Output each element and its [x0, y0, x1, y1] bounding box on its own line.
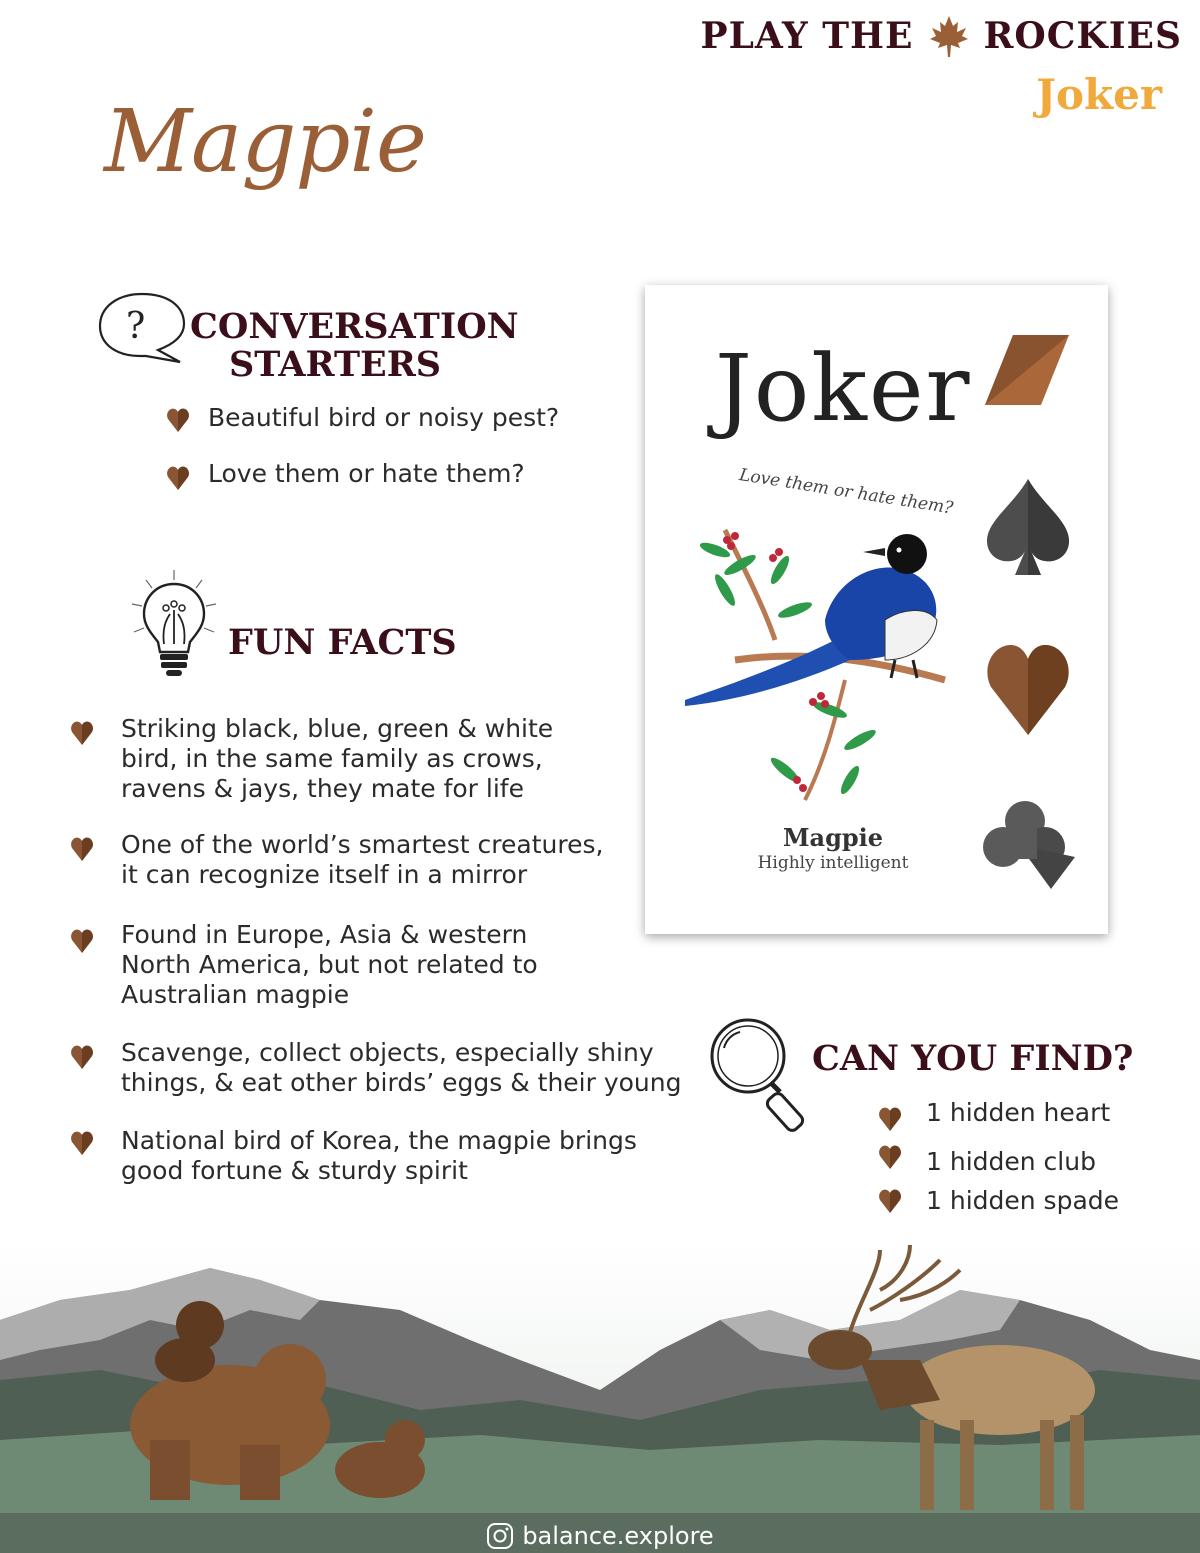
brand-title-left: PLAY THE — [700, 15, 914, 57]
heart-bullet-icon — [878, 1106, 902, 1132]
card-tagline: Love them or hate them? — [737, 465, 955, 519]
conversation-item: Love them or hate them? — [208, 459, 525, 488]
page-title: Magpie — [104, 92, 426, 192]
card-description: Highly intelligent — [757, 853, 909, 873]
magpie-illustration — [685, 510, 955, 810]
text-line: North America, but not related to — [121, 950, 538, 979]
list-item — [878, 1146, 1178, 1186]
fun-fact-text — [121, 830, 603, 890]
heart-bullet-icon — [878, 1188, 902, 1214]
heart-icon — [985, 641, 1071, 737]
list-item — [166, 403, 586, 459]
find-item: 1 hidden club — [926, 1147, 1096, 1176]
text-line: One of the world’s smartest creatures, — [121, 830, 604, 859]
text-line: Scavenge, collect objects, especially shiny — [121, 1038, 654, 1067]
heart-bullet-icon — [70, 928, 94, 954]
heart-bullet-icon — [70, 720, 94, 746]
list-item — [878, 1098, 1178, 1146]
text-line: ravens & jays, they mate for life — [121, 774, 524, 803]
diamond-icon — [983, 331, 1073, 409]
fun-fact-text — [121, 920, 538, 1010]
instagram-icon — [486, 1522, 514, 1550]
svg-text:?: ? — [126, 306, 146, 347]
text-line: Australian magpie — [121, 980, 350, 1009]
list-item — [166, 459, 586, 515]
heart-bullet-icon — [70, 1130, 94, 1156]
text-line: bird, in the same family as crows, — [121, 744, 543, 773]
fun-facts-title: FUN FACTS — [228, 622, 457, 663]
joker-card — [645, 285, 1108, 934]
conversation-item: Beautiful bird or noisy pest? — [208, 403, 560, 432]
find-item: 1 hidden heart — [926, 1098, 1111, 1127]
text-line: National bird of Korea, the magpie brings — [121, 1126, 637, 1155]
text-line: Striking black, blue, green & white — [121, 714, 554, 743]
conversation-title-line1: CONVERSATION — [190, 306, 519, 347]
maple-leaf-icon — [928, 14, 970, 58]
text-line: things, & eat other birds’ eggs & their young — [121, 1068, 682, 1097]
mountain-landscape — [0, 1240, 1200, 1515]
card-name: Magpie — [782, 823, 884, 852]
magnifier-icon — [706, 1014, 816, 1136]
brand-title — [701, 14, 1183, 58]
list-item — [878, 1186, 1178, 1226]
find-list — [878, 1098, 1178, 1226]
text-line: good fortune & sturdy spirit — [121, 1156, 468, 1185]
fun-fact-text — [121, 714, 553, 804]
heart-bullet-icon — [166, 407, 190, 433]
fun-fact-text — [121, 1126, 637, 1186]
footer — [0, 1522, 1200, 1550]
instagram-handle[interactable]: balance.explore — [522, 1522, 714, 1550]
heart-bullet-icon — [166, 465, 190, 491]
conversation-title-line2: STARTERS — [228, 344, 442, 385]
conversation-list — [166, 403, 586, 515]
speech-bubble-icon — [96, 288, 190, 368]
spade-icon — [983, 475, 1073, 577]
heart-bullet-icon — [70, 1044, 94, 1070]
text-line: Found in Europe, Asia & western — [121, 920, 528, 949]
lightbulb-icon — [126, 568, 222, 680]
fun-fact-text — [121, 1038, 682, 1098]
card-title: Joker — [715, 335, 972, 442]
find-item: 1 hidden spade — [926, 1186, 1120, 1215]
text-line: it can recognize itself in a mirror — [121, 860, 528, 889]
find-title: CAN YOU FIND? — [812, 1038, 1134, 1079]
heart-bullet-icon — [70, 836, 94, 862]
brand-subtitle: Joker — [1036, 70, 1162, 119]
heart-bullet-icon — [878, 1144, 902, 1170]
brand-title-right: ROCKIES — [983, 15, 1182, 57]
conversation-title — [190, 306, 519, 385]
